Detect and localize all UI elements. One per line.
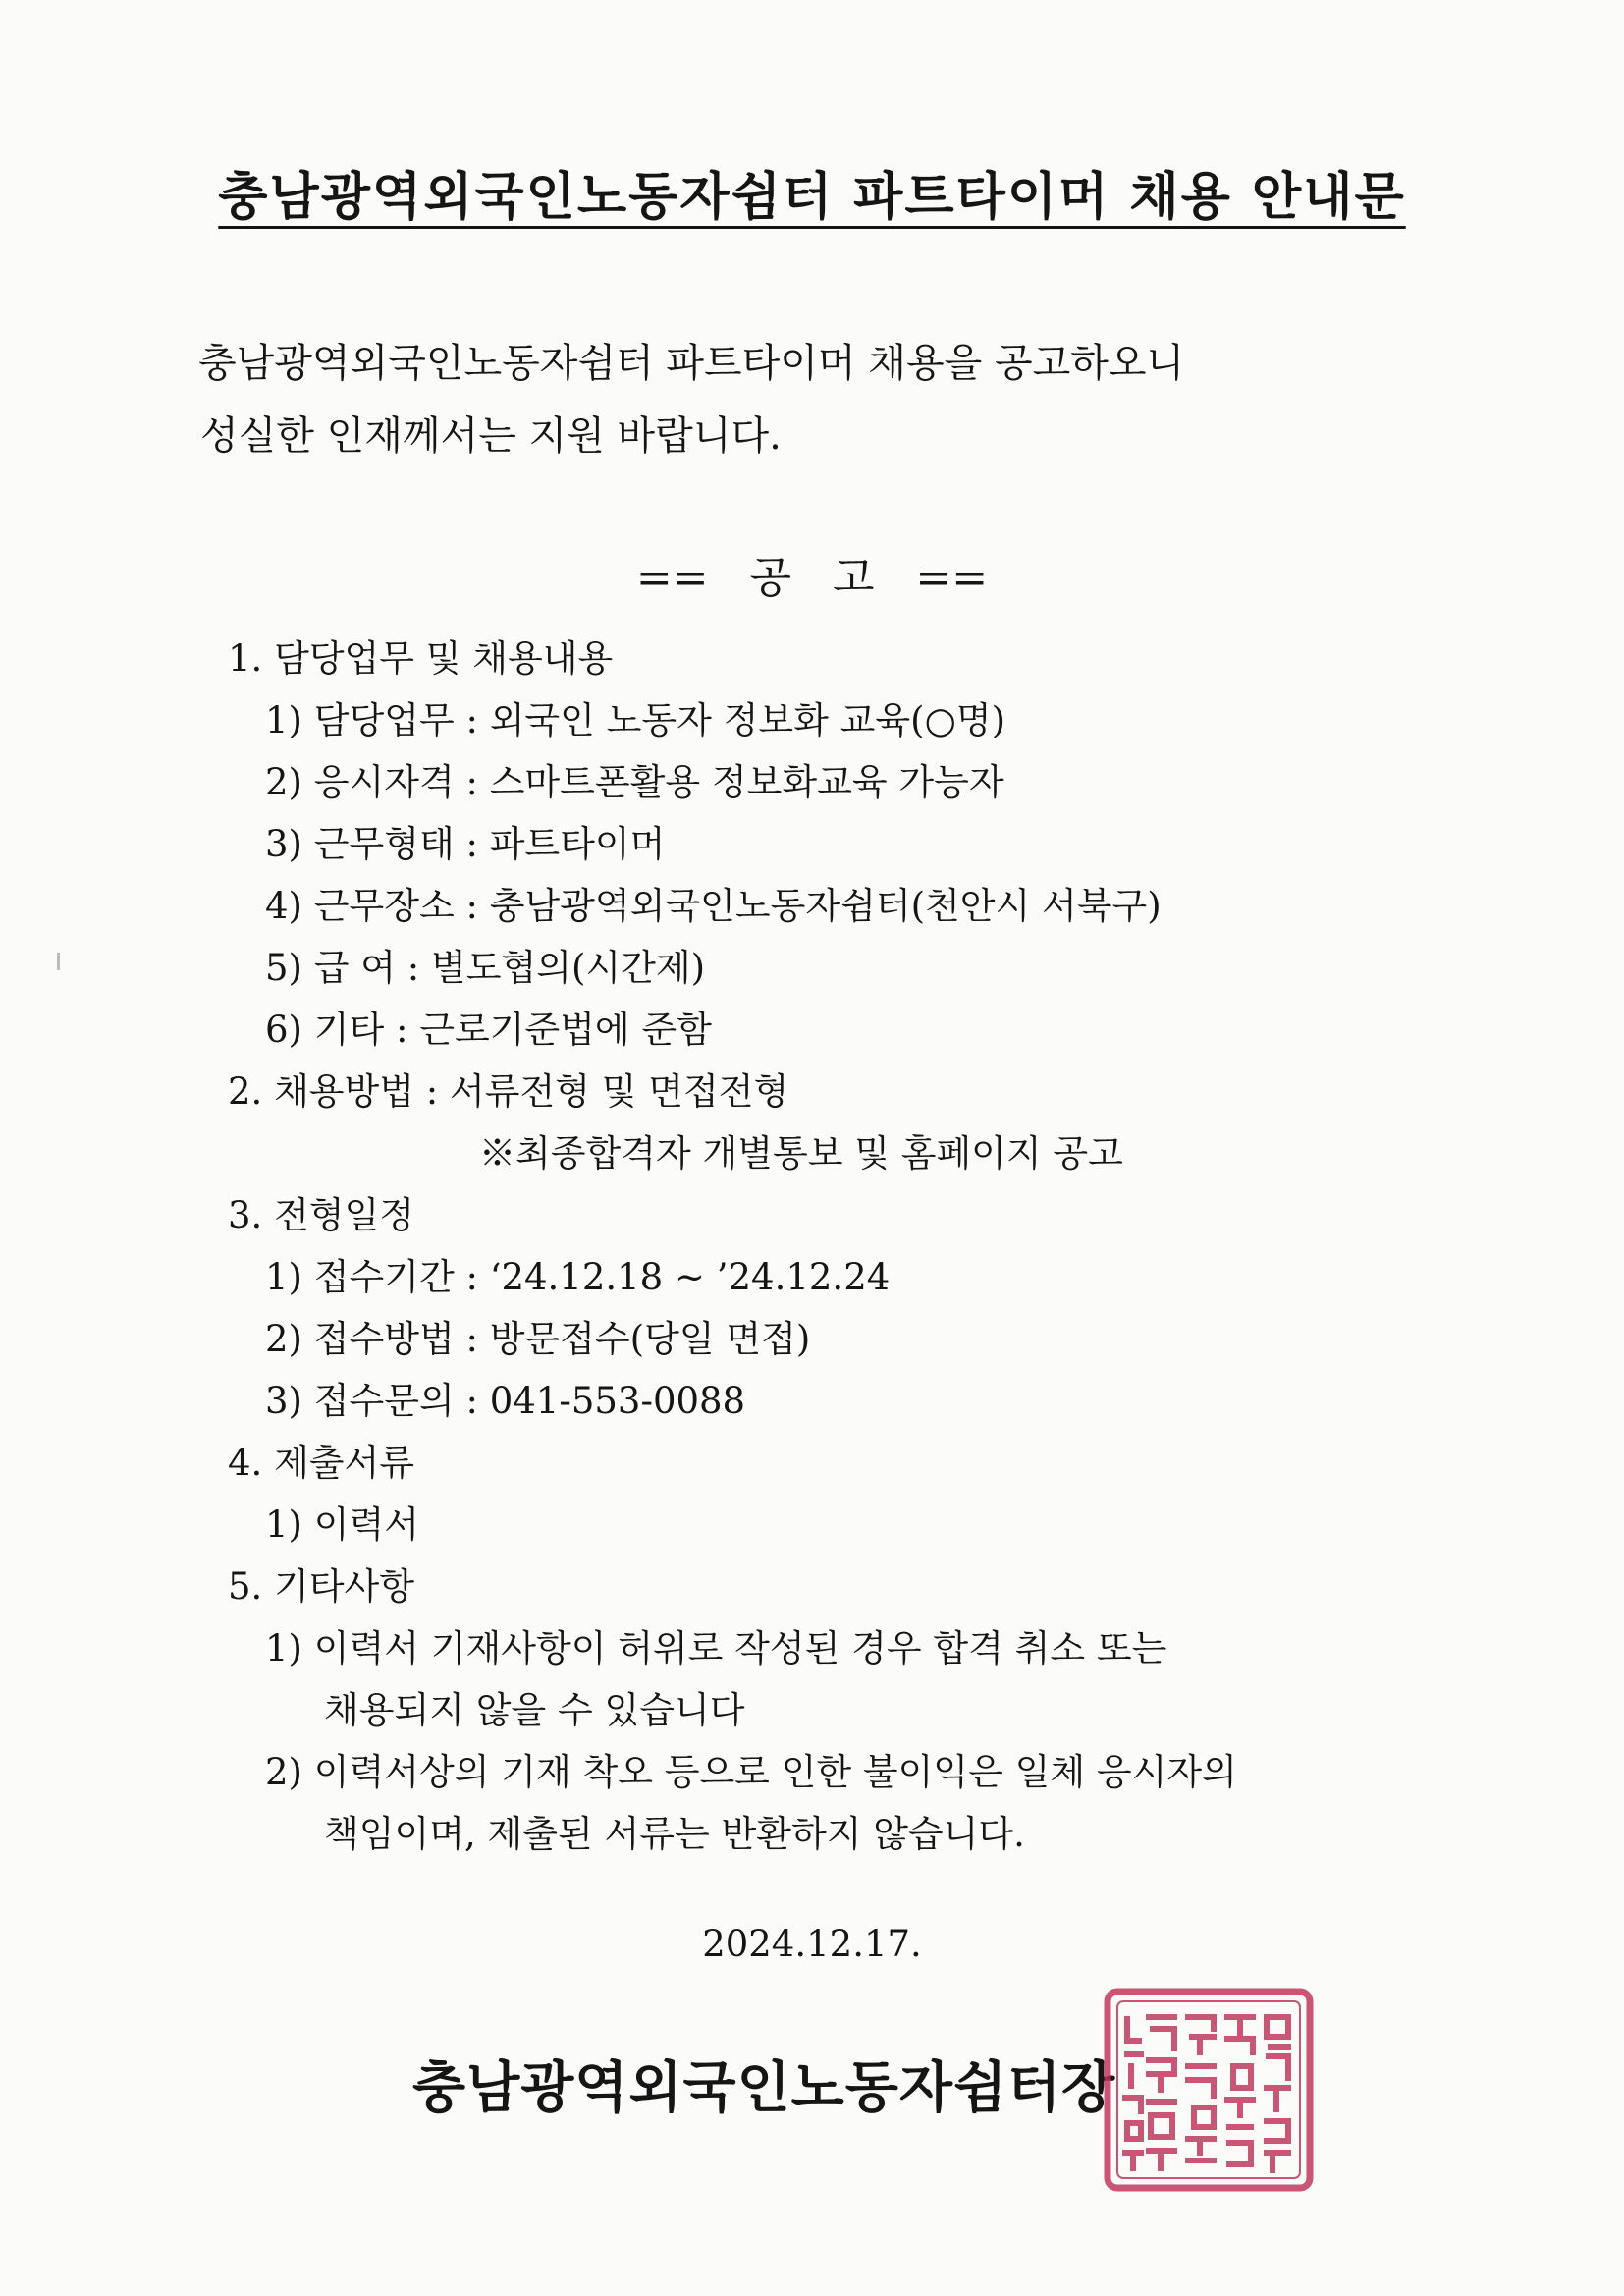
section-1-heading: 1. 담당업무 및 채용내용 bbox=[228, 637, 614, 680]
section-3-item-2: 2) 접수방법 : 방문접수(당일 면접) bbox=[265, 1318, 811, 1360]
section-3-item-3: 3) 접수문의 : 041-553-0088 bbox=[265, 1380, 746, 1422]
official-seal-icon bbox=[1102, 1986, 1316, 2194]
intro-line-2: 성실한 인재께서는 지원 바랍니다. bbox=[200, 413, 782, 459]
section-5-item-2-line-1: 2) 이력서상의 기재 착오 등으로 인한 불이익은 일체 응시자의 bbox=[265, 1751, 1237, 1793]
notice-heading: == 공 고 == bbox=[635, 553, 989, 603]
section-1-item-6: 6) 기타 : 근로기준법에 준함 bbox=[265, 1009, 712, 1051]
section-1-item-4: 4) 근무장소 : 충남광역외국인노동자쉼터(천안시 서북구) bbox=[265, 885, 1162, 927]
section-3-item-1: 1) 접수기간 : ‘24.12.18 ~ ’24.12.24 bbox=[265, 1256, 891, 1298]
section-1-item-1: 1) 담당업무 : 외국인 노동자 정보화 교육(○명) bbox=[265, 699, 1006, 741]
section-2-heading: 2. 채용방법 : 서류전형 및 면접전형 bbox=[228, 1070, 789, 1113]
section-3-heading: 3. 전형일정 bbox=[228, 1194, 415, 1236]
section-1-item-5: 5) 급 여 : 별도협의(시간제) bbox=[265, 947, 706, 989]
section-4-heading: 4. 제출서류 bbox=[228, 1442, 415, 1484]
section-5-item-2-line-2: 책임이며, 제출된 서류는 반환하지 않습니다. bbox=[324, 1813, 1025, 1855]
section-2-note: ※최종합격자 개별통보 및 홈페이지 공고 bbox=[479, 1132, 1123, 1175]
issuer-signature: 충남광역외국인노동자쉼터장 bbox=[412, 2055, 1116, 2120]
document-title bbox=[0, 155, 1624, 229]
section-5-item-1-line-2: 채용되지 않을 수 있습니다 bbox=[324, 1689, 745, 1731]
section-5-item-1-line-1: 1) 이력서 기재사항이 허위로 작성된 경우 합격 취소 또는 bbox=[265, 1627, 1167, 1669]
document-title-text: 충남광역외국인노동자쉼터 파트타이머 채용 안내문 bbox=[218, 167, 1406, 227]
intro-line-1: 충남광역외국인노동자쉼터 파트타이머 채용을 공고하오니 bbox=[198, 341, 1185, 386]
issue-date: 2024.12.17. bbox=[702, 1923, 922, 1965]
section-5-heading: 5. 기타사항 bbox=[228, 1565, 415, 1608]
section-4-item-1: 1) 이력서 bbox=[265, 1503, 419, 1546]
scan-speck bbox=[57, 953, 60, 970]
section-1-item-3: 3) 근무형태 : 파트타이머 bbox=[265, 823, 666, 865]
section-1-item-2: 2) 응시자격 : 스마트폰활용 정보화교육 가능자 bbox=[265, 761, 1004, 803]
